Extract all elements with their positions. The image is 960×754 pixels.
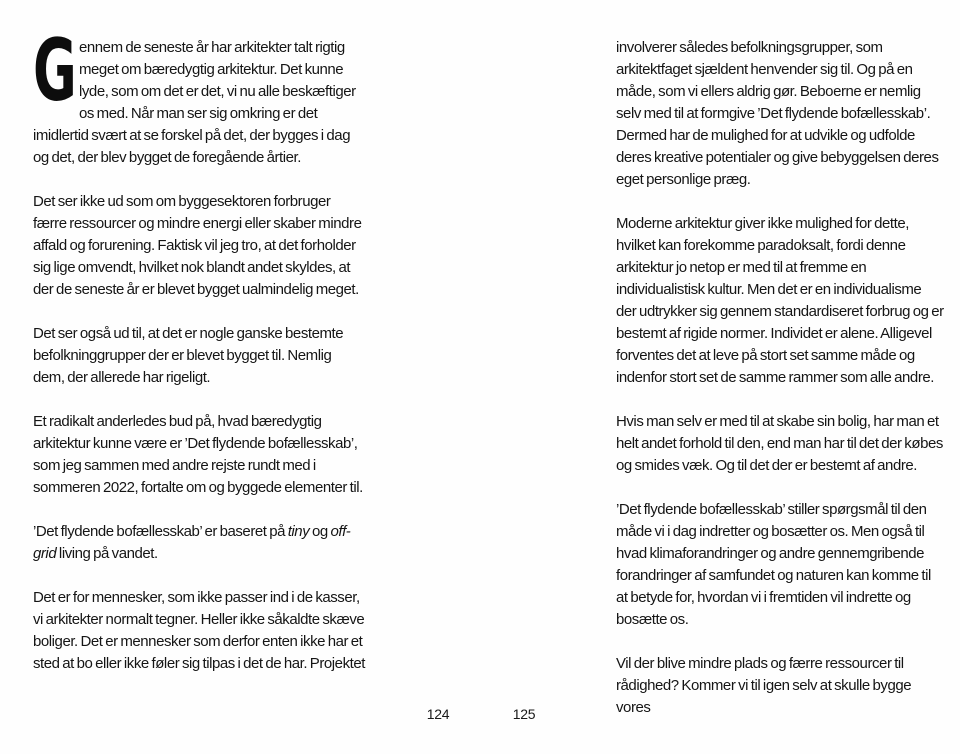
paragraph: Det ser ikke ud som om byggesektoren forbruger færre ressourcer og mindre energi eller skaber mindre affald og forurening. Faktisk vil jeg tro, at det forholder sig lige omvendt, hvilket nok blandt andet skyldes, at der de seneste år er blevet bygget ualmindelig meget.	[33, 193, 362, 298]
paragraph: Et radikalt anderledes bud på, hvad bæredygtig arkitektur kunne være er ’Det flydende bofællesskab’, som jeg sammen med andre rejste rundt med i sommeren 2022, fortalte om og byggede elementer til.	[33, 413, 363, 496]
italic-term: tiny	[287, 523, 310, 540]
left-page-text-column	[33, 21, 365, 697]
paragraph-text: og	[309, 523, 331, 540]
paragraph: Moderne arkitektur giver ikke mulighed for dette, hvilket kan forekomme paradoksalt, fordi denne arkitektur jo netop er med til at fremme en individualistisk kultur. Men det er en individualisme der udtrykker sig gennem standardiseret forbrug og er bestemt af rigide normer. Individet er alene. Alligevel forventes det at leve på stort set samme måde og indenfor stort set de samme rammer som alle andre.	[616, 215, 944, 386]
paragraph	[33, 21, 365, 169]
paragraph-text: ’Det flydende bofællesskab’ er baseret på	[33, 523, 288, 540]
page-number-left: 124	[426, 706, 450, 722]
paragraph: Det ser også ud til, at det er nogle ganske bestemte befolkninggrupper der er blevet bygget til. Nemlig dem, der allerede har rigeligt.	[33, 325, 344, 386]
paragraph-text: ennem de seneste år har arkitekter talt rigtig meget om bæredygtig arkitektur. Det kunne lyde, som om det er det, vi nu alle beskæftiger os med. Når man ser sig omkring er det imidlertid svært at se forskel på det, der bygges i dag og det, der blev bygget de foregående årtier.	[33, 39, 356, 166]
paragraph: Det er for mennesker, som ikke passer ind i de kasser, vi arkitekter normalt tegner. Heller ikke såkaldte skæve boliger. Det er mennesker som derfor enten ikke har et sted at bo eller ikke føler sig tilpas i det de har. Projektet	[33, 589, 365, 672]
paragraph: Hvis man selv er med til at skabe sin bolig, har man et helt andet forhold til den, end man har til det der købes og smides væk. Og til det der er bestemt af andre.	[616, 413, 943, 474]
right-page-text-column	[616, 37, 944, 741]
paragraph: involverer således befolkningsgrupper, som arkitektfaget sjældent henvender sig til. Og på en måde, som vi ellers aldrig gør. Beboerne er nemlig selv med til at formgive ’Det flydende bofællesskab’. Dermed har de mulighed for at udvikle og udfolde deres kreative potentialer og give bebyggelsen deres eget personlige præg.	[616, 39, 939, 188]
paragraph-text: living på vandet.	[56, 545, 158, 562]
drop-cap: G	[33, 21, 77, 121]
paragraph	[33, 521, 365, 565]
paragraph: Vil der blive mindre plads og færre ressourcer til rådighed? Kommer vi til igen selv at skulle bygge vores	[616, 655, 912, 716]
page-number-right: 125	[512, 706, 536, 722]
italic-term: off-grid	[33, 523, 351, 562]
paragraph: ’Det flydende bofællesskab’ stiller spørgsmål til den måde vi i dag indretter og bosætter os. Men også til hvad klimaforandringer og andre gennemgribende forandringer af samfundet og naturen kan komme til at betyde for, hvordan vi i fremtiden vil indrette og bosætte os.	[616, 501, 931, 628]
